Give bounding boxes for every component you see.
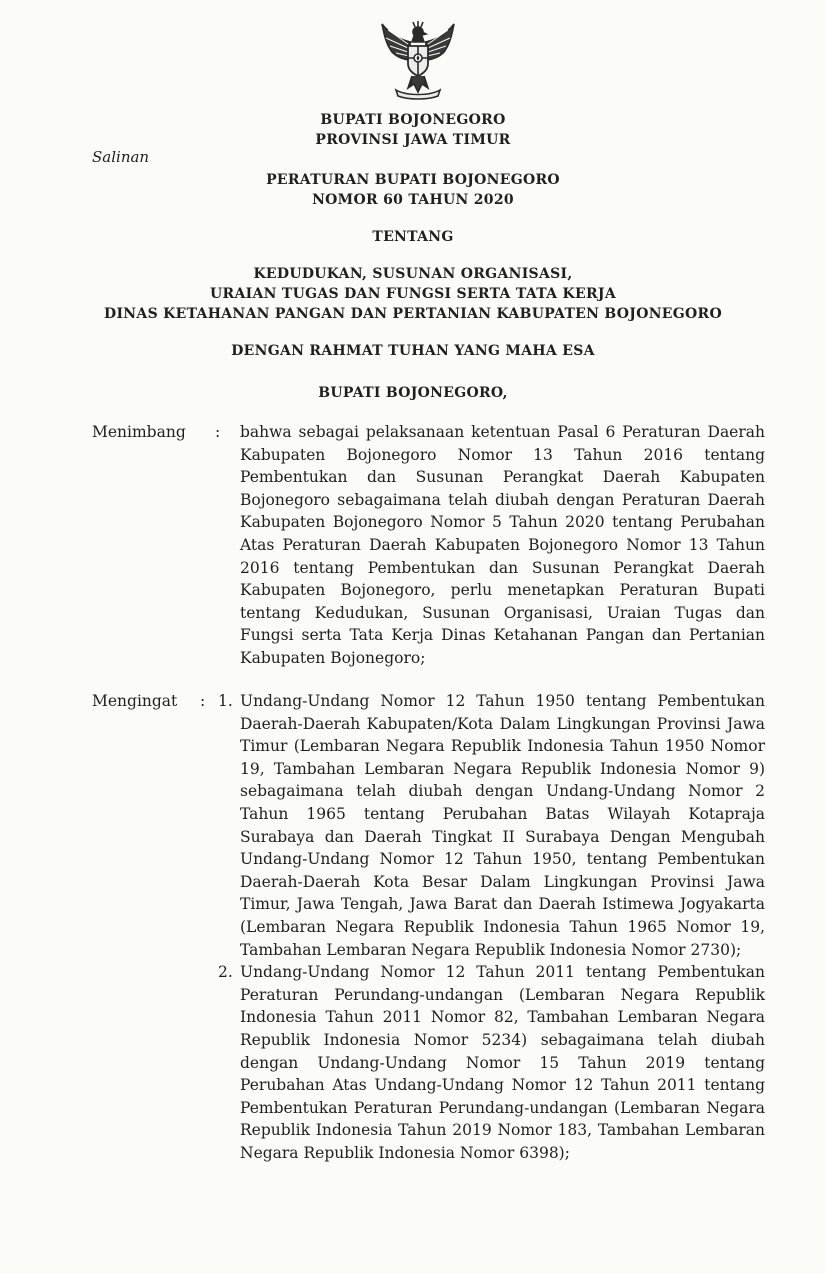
list-item-text: Undang-Undang Nomor 12 Tahun 2011 tentang Pembentukan Peraturan Perundang-undangan (Lembaran Negara Republik Indonesia Tahun 2011 Nomor 82, Tambahan Lembaran Negara Republik Indonesia Nomor 5234) sebagaimana telah diubah dengan Undang-Undang Nomor 15 Tahun 2019 tentang Perubahan Atas Undang-Undang Nomor 12 Tahun 2011 tentang Pembentukan Peraturan Perundang-undangan (Lembaran Negara Republik Indonesia Tahun 2019 Nomor 183, Tambahan Lembaran Negara Republik Indonesia Nomor 6398); (240, 963, 765, 1162)
copy-mark: Salinan (92, 148, 150, 166)
list-item (218, 690, 765, 961)
subject-line-2: URAIAN TUGAS DAN FUNGSI SERTA TATA KERJA (210, 286, 616, 302)
list-item-text: Undang-Undang Nomor 12 Tahun 1950 tentang Pembentukan Daerah-Daerah Kabupaten/Kota Dalam Lingkungan Provinsi Jawa Timur (Lembaran Negara Republik Indonesia Tahun 1950 Nomor 19, Tambahan Lembaran Negara Republik Indonesia Nomor 9) sebagaimana telah diubah dengan Undang-Undang Nomor 2 Tahun 1965 tentang Perubahan Batas Wilayah Kotapraja Surabaya dan Daerah Tingkat II Surabaya Dengan Mengubah Undang-Undang Nomor 12 Tahun 1950, tentang Pembentukan Daerah-Daerah Kota Besar Dalam Lingkungan Provinsi Jawa Timur, Jawa Tengah, Jawa Barat dan Daerah Istimewa Jogyakarta (Lembaran Negara Republik Indonesia Tahun 1965 Nomor 19, Tambahan Lembaran Negara Republik Indonesia Nomor 2730); (240, 692, 765, 959)
subject-line-1: KEDUDUKAN, SUSUNAN ORGANISASI, (253, 266, 573, 282)
considering-label: Menimbang (92, 423, 186, 441)
regulation-title: PERATURAN BUPATI BOJONEGORO (266, 172, 560, 188)
list-item-number: 2. (218, 963, 233, 982)
list-item (218, 961, 765, 1164)
grace-statement: DENGAN RAHMAT TUHAN YANG MAHA ESA (231, 343, 595, 359)
province-heading: PROVINSI JAWA TIMUR (315, 132, 511, 148)
list-item-number: 1. (218, 692, 233, 710)
recalling-list (218, 690, 765, 1164)
regent-signatory-heading: BUPATI BOJONEGORO, (318, 385, 508, 401)
subject-line-3: DINAS KETAHANAN PANGAN DAN PERTANIAN KABUPATEN BOJONEGORO (104, 306, 722, 322)
recalling-label: Mengingat (92, 692, 178, 710)
recalling-colon: : (200, 692, 206, 710)
regent-heading: BUPATI BOJONEGORO (320, 112, 506, 128)
garuda-emblem-icon (378, 20, 458, 102)
about-heading: TENTANG (372, 229, 454, 245)
considering-colon: : (215, 423, 221, 441)
considering-text: bahwa sebagai pelaksanaan ketentuan Pasal 6 Peraturan Daerah Kabupaten Bojonegoro Nomor 13 Tahun 2016 tentang Pembentukan dan Susunan Perangkat Daerah Kabupaten Bojonegoro sebagaimana telah diubah dengan Peraturan Daerah Kabupaten Bojonegoro Nomor 5 Tahun 2020 tentang Perubahan Atas Peraturan Daerah Kabupaten Bojonegoro Nomor 13 Tahun 2016 tentang Pembentukan dan Susunan Perangkat Daerah Kabupaten Bojonegoro, perlu menetapkan Peraturan Bupati tentang Kedudukan, Susunan Organisasi, Uraian Tugas dan Fungsi serta Tata Kerja Dinas Ketahanan Pangan dan Pertanian Kabupaten Bojonegoro; (240, 423, 765, 667)
regulation-number: NOMOR 60 TAHUN 2020 (312, 192, 514, 208)
